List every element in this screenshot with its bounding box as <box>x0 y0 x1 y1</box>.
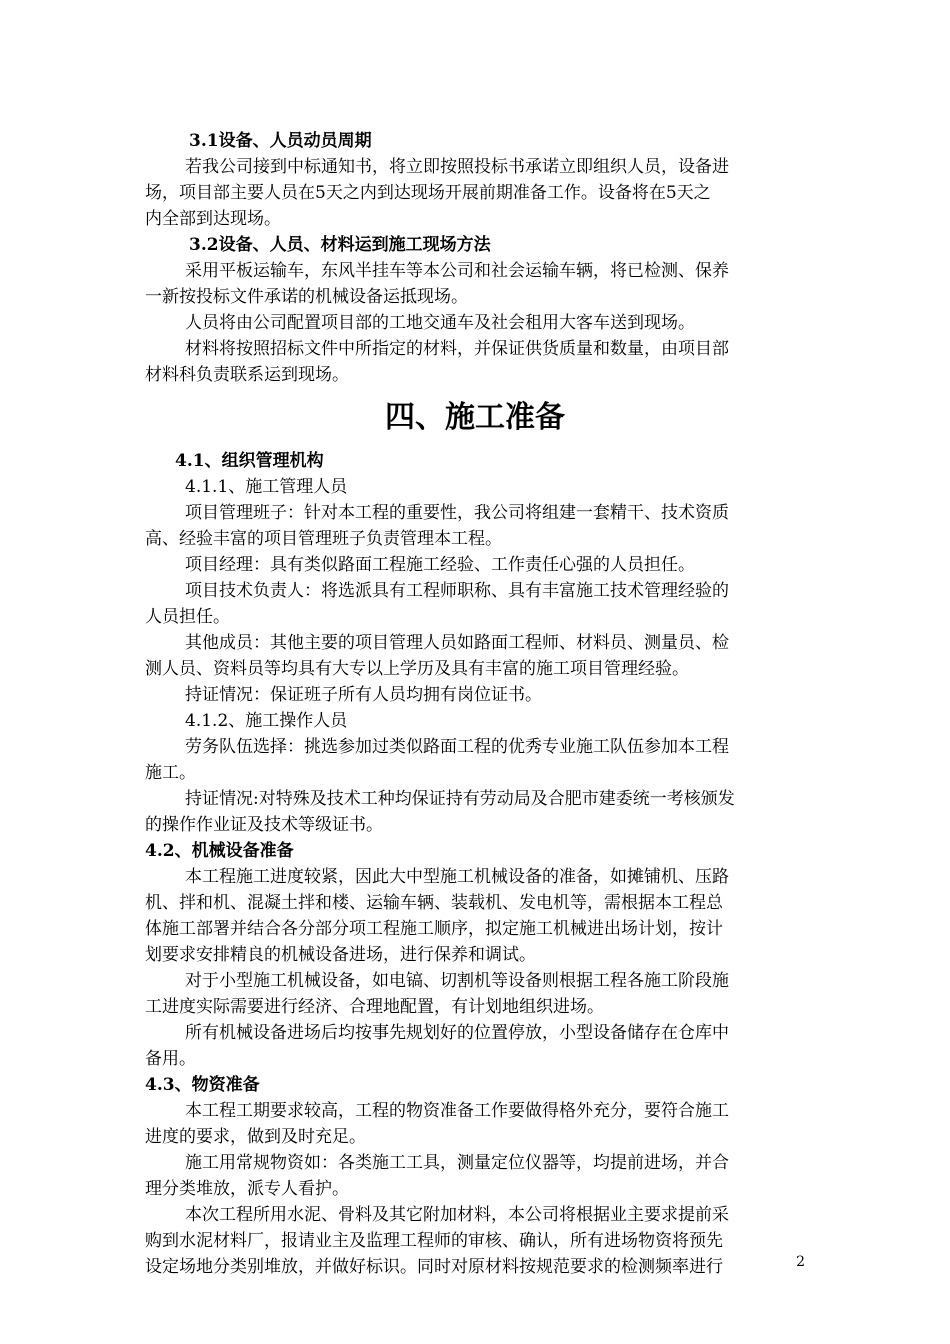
section-3-2-paragraph-line: 材料将按照招标文件中所指定的材料，并保证供货质量和数量，由项目部 <box>185 339 729 359</box>
paragraph-line: 所有机械设备进场后均按事先规划好的位置停放，小型设备储存在仓库中 <box>185 1023 729 1043</box>
section-3-1-paragraph-line: 场，项目部主要人员在5天之内到达现场开展前期准备工作。设备将在5天之 <box>145 183 711 203</box>
paragraph-line: 劳务队伍选择：挑选参加过类似路面工程的优秀专业施工队伍参加本工程 <box>185 737 729 757</box>
paragraph-line: 备用。 <box>145 1049 196 1069</box>
paragraph-line: 购到水泥材料厂，报请业主及监理工程师的审核、确认，所有进场物资将预先 <box>145 1231 723 1251</box>
section-3-1-heading: 3.1设备、人员动员周期 <box>189 131 372 151</box>
paragraph-line: 机、拌和机、混凝土拌和楼、运输车辆、装载机、发电机等，需根据本工程总 <box>145 893 723 913</box>
section-4-1-heading: 4.1、组织管理机构 <box>175 451 324 471</box>
section-3-2-paragraph-line: 采用平板运输车，东风半挂车等本公司和社会运输车辆，将已检测、保养 <box>185 261 729 281</box>
paragraph-line: 的操作作业证及技术等级证书。 <box>145 815 383 835</box>
paragraph-line: 项目管理班子：针对本工程的重要性，我公司将组建一套精干、技术资质 <box>185 503 729 523</box>
paragraph-line: 持证情况:对特殊及技术工种均保证持有劳动局及合肥市建委统一考核颁发 <box>185 789 735 809</box>
paragraph-line: 本次工程所用水泥、骨料及其它附加材料，本公司将根据业主要求提前采 <box>185 1205 729 1225</box>
paragraph-line: 对于小型施工机械设备，如电镐、切割机等设备则根据工程各施工阶段施 <box>185 971 729 991</box>
paragraph-line: 施工用常规物资如：各类施工工具，测量定位仪器等，均提前进场，并合 <box>185 1153 729 1173</box>
paragraph-line: 人员担任。 <box>145 607 230 627</box>
paragraph-line: 其他成员：其他主要的项目管理人员如路面工程师、材料员、测量员、检 <box>185 633 729 653</box>
section-3-1-paragraph-line: 若我公司接到中标通知书，将立即按照投标书承诺立即组织人员，设备进 <box>185 157 729 177</box>
paragraph-line: 本工程施工进度较紧，因此大中型施工机械设备的准备，如摊铺机、压路 <box>185 867 729 887</box>
section-4-2-heading: 4.2、机械设备准备 <box>145 841 294 861</box>
section-3-2-heading: 3.2设备、人员、材料运到施工现场方法 <box>189 235 491 255</box>
paragraph-line: 项目经理：具有类似路面工程施工经验、工作责任心强的人员担任。 <box>185 555 695 575</box>
subsection-4-1-1-heading: 4.1.1、施工管理人员 <box>185 477 348 497</box>
page-content <box>145 128 805 1280</box>
page-number: 2 <box>796 1254 805 1270</box>
paragraph-line: 持证情况：保证班子所有人员均拥有岗位证书。 <box>185 685 542 705</box>
paragraph-line: 理分类堆放，派专人看护。 <box>145 1179 349 1199</box>
paragraph-line: 本工程工期要求较高，工程的物资准备工作要做得格外充分，要符合施工 <box>185 1101 729 1121</box>
paragraph-line: 项目技术负责人：将选派具有工程师职称、具有丰富施工技术管理经验的 <box>185 581 729 601</box>
paragraph-line: 设定场地分类别堆放，并做好标识。同时对原材料按规范要求的检测频率进行 <box>145 1257 723 1277</box>
chapter-4-title: 四、施工准备 <box>385 400 565 435</box>
paragraph-line: 进度的要求，做到及时充足。 <box>145 1127 366 1147</box>
paragraph-line: 高、经验丰富的项目管理班子负责管理本工程。 <box>145 529 502 549</box>
paragraph-line: 施工。 <box>145 763 196 783</box>
section-3-1-paragraph-line: 内全部到达现场。 <box>145 209 281 229</box>
paragraph-line: 体施工部署并结合各分部分项工程施工顺序，拟定施工机械进出场计划，按计 <box>145 919 723 939</box>
section-3-2-paragraph-line: 材料科负责联系运到现场。 <box>145 365 349 385</box>
section-3-2-paragraph-line: 人员将由公司配置项目部的工地交通车及社会租用大客车送到现场。 <box>185 313 695 333</box>
subsection-4-1-2-heading: 4.1.2、施工操作人员 <box>185 711 348 731</box>
paragraph-line: 工进度实际需要进行经济、合理地配置，有计划地组织进场。 <box>145 997 604 1017</box>
paragraph-line: 划要求安排精良的机械设备进场，进行保养和调试。 <box>145 945 536 965</box>
section-4-3-heading: 4.3、物资准备 <box>145 1075 260 1095</box>
paragraph-line: 测人员、资料员等均具有大专以上学历及具有丰富的施工项目管理经验。 <box>145 659 689 679</box>
section-3-2-paragraph-line: 一新按投标文件承诺的机械设备运抵现场。 <box>145 287 468 307</box>
